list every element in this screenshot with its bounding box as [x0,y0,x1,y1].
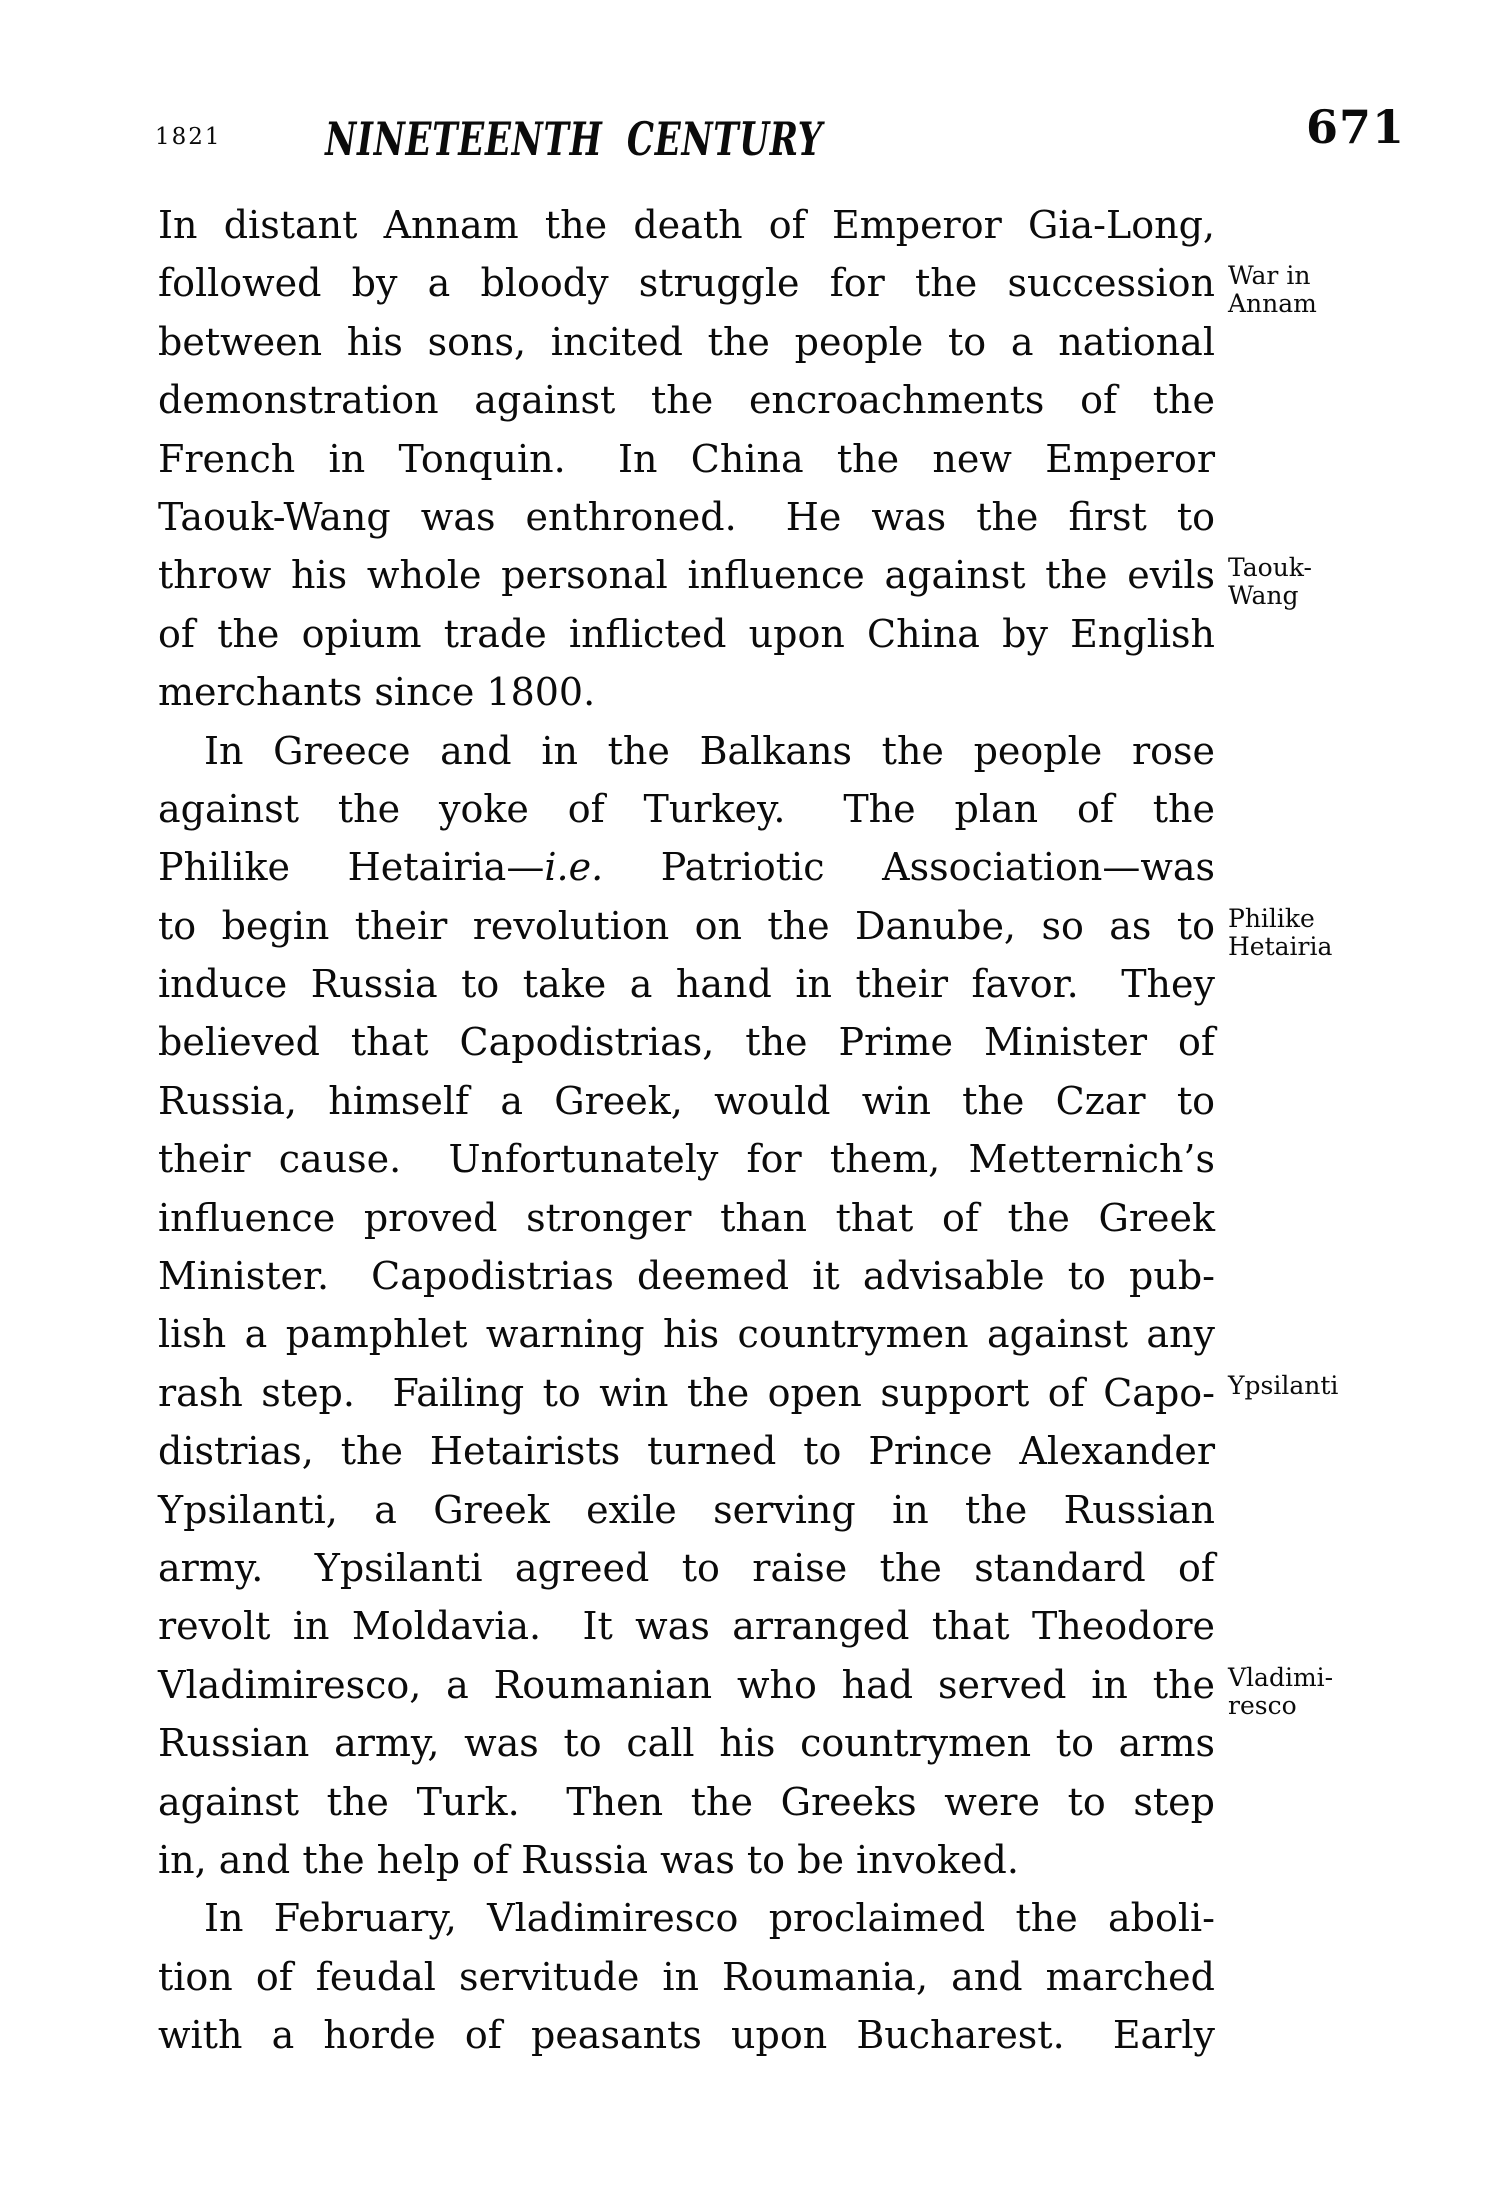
margin-note-line: War in [1228,261,1311,291]
body-line: with a horde of peasants upon Bucharest. Early [158,2013,1215,2058]
margin-note [1228,1664,1428,1720]
body-line: demonstration against the encroachments of the [158,378,1215,423]
body-line: to begin their revolution on the Danube, so as to [158,903,1215,948]
body-line: In distant Annam the death of Emperor Gia-Long, [158,203,1215,247]
header-year: 1821 [155,124,222,150]
body-line: their cause. Unfortunately for them, Metternich’s [158,1137,1215,1182]
body-line: believed that Capodistrias, the Prime Minister of [158,1020,1215,1065]
body-text [158,196,1215,2065]
text-segment: Philike Hetairia— [158,845,545,890]
margin-note-line: Wang [1228,581,1299,611]
margin-note [1228,1372,1428,1400]
italic-text: i.e. [544,845,604,890]
text-segment: Patriotic Association—was [603,845,1215,890]
body-line: In Greece and in the Balkans the people rose [204,728,1215,773]
body-line: followed by a bloody struggle for the succession [158,261,1215,306]
body-line: Russia, himself a Greek, would win the Czar to [158,1078,1215,1123]
body-line: In February, Vladimiresco proclaimed the aboli- [204,1896,1215,1941]
margin-note-line: Taouk- [1228,553,1312,583]
body-line: between his sons, incited the people to a national [158,319,1215,364]
page-number: 671 [1306,100,1406,154]
body-line: lish a pamphlet warning his countrymen against any [158,1312,1215,1357]
margin-note [1228,262,1428,318]
margin-note-line: Annam [1228,289,1317,319]
body-line: against the Turk. Then the Greeks were to step [158,1779,1215,1824]
margin-note-line: Vladimi- [1228,1663,1334,1692]
margin-note-line: resco [1228,1691,1297,1720]
body-line: in, and the help of Russia was to be invoked. [158,1837,1019,1882]
body-line: Vladimiresco, a Roumanian who had served in the [158,1662,1215,1707]
body-line: rash step. Failing to win the open support of Capo- [158,1370,1215,1415]
body-line [158,838,1215,896]
margin-note-line: Philike [1228,903,1315,933]
body-line: merchants since 1800. [158,670,596,715]
body-line: tion of feudal servitude in Roumania, and marched [158,1954,1215,1999]
body-line: throw his whole personal influence against the evils [158,553,1215,598]
body-line: Taouk-Wang was enthroned. He was the first to [158,494,1215,539]
body-line: Ypsilanti, a Greek exile serving in the Russian [158,1487,1215,1532]
body-line: influence proved stronger than that of the Greek [158,1195,1215,1240]
body-line: Minister. Capodistrias deemed it advisable to pub- [158,1254,1215,1299]
body-line: of the opium trade inflicted upon China by English [158,611,1215,656]
body-line: French in Tonquin. In China the new Emperor [158,436,1215,481]
margin-note-line: Hetairia [1228,931,1333,961]
margin-note-line: Ypsilanti [1228,1371,1339,1400]
body-line: distrias, the Hetairists turned to Prince Alexander [158,1429,1215,1474]
body-line: induce Russia to take a hand in their favor. They [158,962,1215,1007]
body-line: army. Ypsilanti agreed to raise the standard of [158,1545,1215,1590]
margin-note [1228,905,1428,961]
body-line: revolt in Moldavia. It was arranged that Theodore [158,1604,1215,1649]
margin-note [1228,554,1428,610]
body-line: against the yoke of Turkey. The plan of the [158,786,1215,831]
page-title: NINETEENTH CENTURY [325,112,823,166]
body-line: Russian army, was to call his countrymen to arms [158,1721,1215,1766]
